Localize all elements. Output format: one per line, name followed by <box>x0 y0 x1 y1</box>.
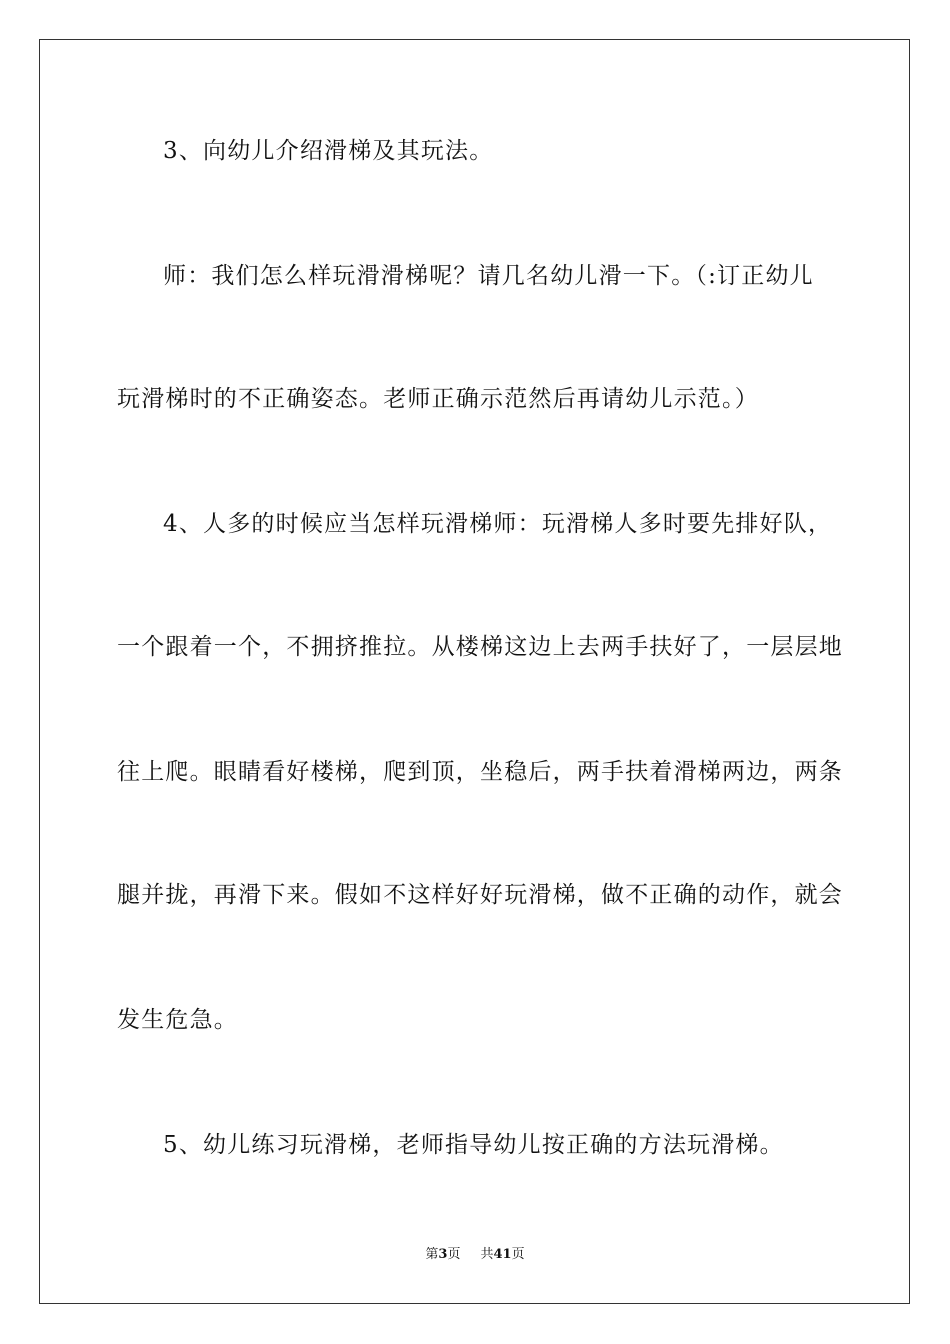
page-footer <box>0 1247 950 1263</box>
footer-total-pages: 41 <box>493 1247 512 1262</box>
paragraph-4-line-4: 腿并拢，再滑下来。假如不这样好好玩滑梯，做不正确的动作，就会 <box>117 882 843 908</box>
paragraph-4-line-3: 往上爬。眼睛看好楼梯，爬到顶，坐稳后，两手扶着滑梯两边，两条 <box>117 759 843 785</box>
paragraph-4-line-5: 发生危急。 <box>117 1007 238 1033</box>
footer-page-number: 3 <box>438 1247 448 1262</box>
paragraph-5-line-1: 5、幼儿练习玩滑梯，老师指导幼儿按正确的方法玩滑梯。 <box>163 1132 784 1158</box>
footer-page-suffix: 页 <box>447 1247 461 1262</box>
paragraph-4-line-1: 4、人多的时候应当怎样玩滑梯师：玩滑梯人多时要先排好队， <box>163 511 833 537</box>
paragraph-3-line-1: 3、向幼儿介绍滑梯及其玩法。 <box>163 138 494 164</box>
paragraph-teacher-line-2: 玩滑梯时的不正确姿态。老师正确示范然后再请幼儿示范。） <box>117 386 759 412</box>
page-border <box>39 39 910 1304</box>
paragraph-4-line-2: 一个跟着一个，不拥挤推拉。从楼梯这边上去两手扶好了，一层层地 <box>117 634 843 660</box>
footer-total-prefix: 共 <box>480 1247 494 1262</box>
footer-total-suffix: 页 <box>511 1247 525 1262</box>
paragraph-teacher-line-1: 师：我们怎么样玩滑滑梯呢？请几名幼儿滑一下。（:订正幼儿 <box>163 263 814 289</box>
footer-page-prefix: 第 <box>425 1247 439 1262</box>
